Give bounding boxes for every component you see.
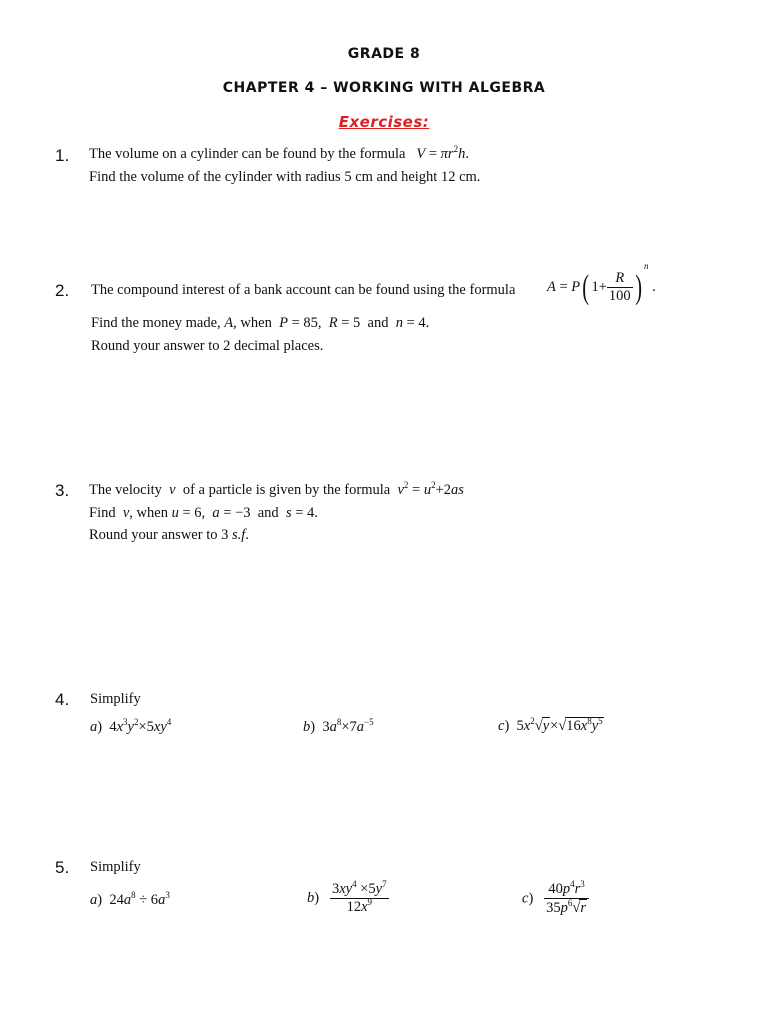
question-3-line-3: Round your answer to 3 s.f.	[89, 527, 249, 543]
question-2-line-1: The compound interest of a bank account can be found using the formula	[91, 282, 516, 298]
question-3-number: 3.	[55, 481, 70, 500]
cylinder-volume-formula: V	[416, 146, 426, 162]
question-5b: b) $\frac{3xy^4 \times 5y^7}{12x^9}$	[307, 879, 387, 915]
question-3-text-a: The velocity	[89, 482, 162, 498]
question-5-number: 5.	[55, 858, 70, 877]
question-5-instruction: Simplify	[90, 859, 141, 875]
and-connector: and	[367, 315, 389, 331]
question-5c: c) $\frac{40p^4r^3}{35p^6√r}$	[522, 881, 589, 917]
question-2-find-text: Find the money made,	[91, 315, 221, 331]
question-4-number: 4.	[55, 690, 70, 709]
question-3-round-text: Round your answer to 3	[89, 527, 229, 543]
question-2-line-3: Round your answer to 2 decimal places.	[91, 338, 324, 354]
question-3-find-text: Find	[89, 505, 116, 521]
question-2-number: 2.	[55, 281, 70, 300]
grade-heading: GRADE 8	[347, 46, 421, 62]
question-4c: c) $5x^2√y\times√16x^8y^5$	[498, 716, 603, 734]
question-3-line-1: The velocity v of a particle is given by the formula $v^2 = u^2+2as$	[89, 480, 464, 498]
question-4b: b) $3a^8\times 7a^{-5}$	[303, 717, 374, 735]
question-4a: a) $4x^3y^2\times 5xy^4$	[90, 717, 172, 735]
and-connector: and	[257, 505, 279, 521]
question-5a: a) $24a^8 \div 6a^3$	[90, 890, 170, 908]
question-3-when-text: , when	[129, 505, 168, 521]
question-1-line-2: Find the volume of the cylinder with radius 5 cm and height 12 cm.	[89, 169, 481, 185]
exercises-heading	[0, 113, 768, 131]
question-1-number: 1.	[55, 146, 70, 165]
question-3-line-2: Find v, when u = 6, a = −3 and s = 4.	[89, 505, 318, 521]
question-1-text: The volume on a cylinder can be found by the formula	[89, 146, 406, 162]
question-1-line-1: The volume on a cylinder can be found by the formula $V = \pi r^2h$.	[89, 144, 469, 162]
question-3-text-b: of a particle is given by the formula	[182, 482, 391, 498]
question-4-instruction: Simplify	[90, 691, 141, 707]
exercises-label: Exercises:	[338, 113, 430, 131]
chapter-heading: CHAPTER 4 – WORKING WITH ALGEBRA	[222, 80, 546, 96]
compound-interest-formula: A = P( 1+ $\frac{R}{100}$ )$^n$ .	[547, 261, 656, 306]
question-2-when-text: , when	[233, 315, 272, 331]
question-2-line-2: Find the money made, A, when P = 85, R = 5 and n = 4.	[91, 315, 430, 331]
